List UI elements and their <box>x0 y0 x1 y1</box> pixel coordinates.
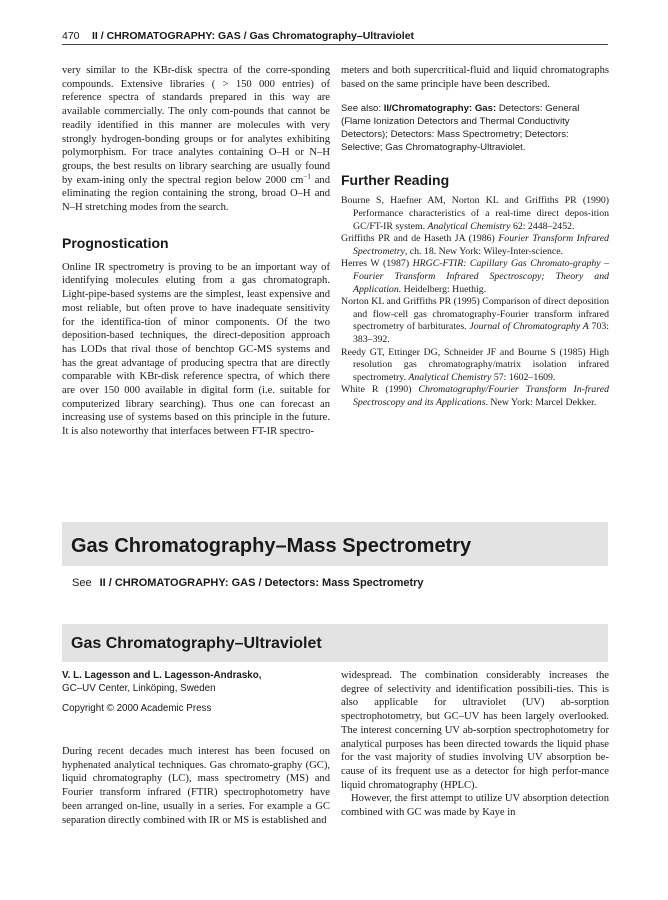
gcuv-intro-paragraph: During recent decades much interest has been focused on hyphenated analytical techniques. Gas chromato-graphy (GC), liquid chromatography (LC), mass spectrometry (MS) and Fourier transform infrared (FTIR) spectrophotometry have been arranged on-line, usually in a series. For example a GC separation directly combined with IR or MS is established and <box>62 746 330 826</box>
gcms-section-banner <box>62 522 608 566</box>
gcuv-right-paragraph-2: However, the first attempt to utilize UV absorption detection combined with GC was made by Kaye in <box>341 793 609 819</box>
further-reading-heading: Further Reading <box>341 172 450 189</box>
affiliation: GC–UV Center, Linköping, Sweden <box>62 683 216 694</box>
gcuv-section-banner <box>62 624 608 662</box>
page-number: 470 <box>62 30 80 42</box>
copyright: Copyright © 2000 Academic Press <box>62 703 212 714</box>
gcuv-left-column <box>62 669 330 827</box>
running-title: II / CHROMATOGRAPHY: GAS / Gas Chromatography–Ultraviolet <box>92 30 415 42</box>
reference-item: Reedy GT, Ettinger DG, Schneider JF and Bourne S (1985) High resolution gas chromatography/matrix isolation infrared spectrometry. Analytical Chemistry 57: 1602–1609. <box>341 346 609 383</box>
header-rule <box>62 44 608 45</box>
see-also-block: See also: II/Chromatography: Gas: Detectors: General (Flame Ionization Detectors and Thermal Conductivity Detectors); Detectors: Mass Spectrometry; Detectors: Selective; Gas Chromatography-Ultraviolet. <box>341 103 580 154</box>
reference-item: Herres W (1987) HRGC-FTIR: Capillary Gas Chromato-graphy – Fourier Transform Infrared Spectroscopy; Theory and Application. Heidelberg: Huethig. <box>341 258 609 295</box>
running-header <box>62 30 608 42</box>
continued-paragraph: meters and both supercritical-fluid and liquid chromatographs based on the same principle have been described. <box>341 65 609 90</box>
reference-item: Bourne S, Haefner AM, Norton KL and Griffiths PR (1990) Performance characteristics of a real-time direct depos-ition GC/FT-IR system. Analytical Chemistry 62: 2448–2452. <box>341 195 609 232</box>
author-block <box>62 669 330 715</box>
gcms-see-link[interactable]: II / CHROMATOGRAPHY: GAS / Detectors: Mass Spectrometry <box>99 577 424 589</box>
prognostication-paragraph: Online IR spectrometry is proving to be an important way of identifying molecules eluting from a gas chromatograph. Light-pipe-based systems are the simplest, least expensive and most reliable, but often prove to have inadequate sensitivity for the identifica-tion of minor components. Of the two deposition-based techniques, the direct-deposition approach has LODs that rival those of benchtop GC-MS systems and has the great advantage of producing spectra that are directly comparable with KBr-disk reference spectra, of which there are over 150 000 available in digital form (i.e. suitable for computerized library searching). Thus one can forecast an increasing use of systems based on this principle in the future. It is also noteworthy that interfaces between FT-IR spectro- <box>62 261 330 438</box>
reference-item: Norton KL and Griffiths PR (1995) Comparison of direct deposition and flow-cell gas chromatography-Fourier transform infrared spectrometry of barbiturates. Journal of Chromatography A 703: 383–392. <box>341 296 609 345</box>
gcuv-section-title: Gas Chromatography–Ultraviolet <box>71 635 322 652</box>
intro-paragraph: very similar to the KBr-disk spectra of the corre-sponding compounds. Extensive libraries ( > 150 000 entries) of reference spectra of standards prepared in this way are available commercially. The only com-pounds that cannot be readily identified in this manner are molecules with very strongly hydrogen-bonding groups or for analytes exhibiting polymorphism. For trace analytes containing O–H or N–H groups, the best results on library searching are usually found by exam-ining only the spectral region below 2000 $cm^{-1}$ and eliminating the region containing the strong, broad O–H and N–H stretching modes from the search. <box>62 65 330 214</box>
reference-list <box>341 195 609 409</box>
reference-item: White R (1990) Chromatography/Fourier Transform In-frared Spectroscopy and its Applications. New York: Marcel Dekker. <box>341 384 609 408</box>
left-column <box>62 64 330 439</box>
gcms-see-reference: See II / CHROMATOGRAPHY: GAS / Detectors: Mass Spectrometry <box>72 577 424 589</box>
right-column <box>341 64 609 410</box>
prognostication-heading: Prognostication <box>62 234 169 251</box>
gcuv-right-column <box>341 669 609 820</box>
gcuv-right-paragraph: widespread. The combination considerably increases the degree of selectivity and identification possibili-ties. This is also applicable for ultraviolet (UV) ab-sorption spectrophotometry, but GC–UV has been largely overlooked. The interest concerning UV ab-sorption spectrophotometry for analytical purposes has been directed towards the liquid phase for the vast majority of studies involving UV absorption be-cause of its frequent use as a detector for high perfor-mance liquid chromatography (HPLC). <box>341 670 609 791</box>
authors: V. L. Lagesson and L. Lagesson-Andrasko, <box>62 670 262 681</box>
reference-item: Griffiths PR and de Haseth JA (1986) Fourier Transform Infrared Spectrometry, ch. 18. New York: Wiley-Inter-science. <box>341 233 609 257</box>
gcms-section-title: Gas Chromatography–Mass Spectrometry <box>71 535 472 557</box>
superscript: −1 <box>303 172 311 181</box>
